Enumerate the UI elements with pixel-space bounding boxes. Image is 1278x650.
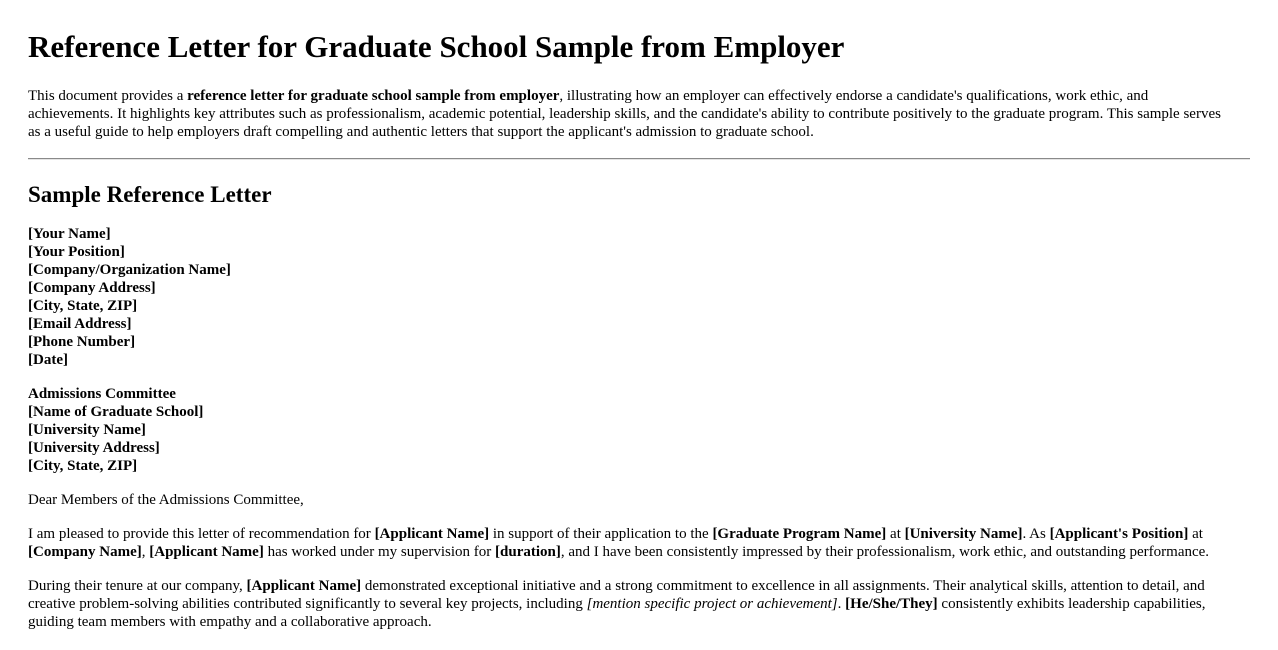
intro-paragraph (28, 87, 1234, 141)
placeholder-pronoun: [He/She/They] (845, 596, 938, 612)
placeholder-university-name: [University Name] (904, 526, 1023, 542)
sender-email: [Email Address] (28, 316, 132, 332)
intro-text-end: , illustrating how an employer can effectively endorse a candidate's qualifications, work ethic, and achievements. It highlights key attributes such as professionalism, academic potential, leadership skills, and the candidate's ability to contribute positively to the graduate program. This sample serves as a useful guide to help employers draft compelling and authentic letters that support the applicant's admission to graduate school. (28, 88, 1221, 140)
text-run: , and I have been consistently impressed by their professionalism, work ethic, and outstanding performance. (560, 544, 1210, 560)
recipient-committee: Admissions Committee (28, 386, 176, 402)
section-divider (28, 158, 1250, 160)
recipient-city-state-zip: [City, State, ZIP] (28, 458, 138, 474)
sender-name: [Your Name] (28, 226, 111, 242)
sender-phone: [Phone Number] (28, 334, 136, 350)
text-run: has worked under my supervision for (263, 544, 496, 560)
placeholder-duration: [duration] (495, 544, 561, 560)
text-run: at (886, 526, 905, 542)
text-run: in support of their application to the (489, 526, 713, 542)
intro-keyword: reference letter for graduate school sample from employer (187, 88, 560, 104)
section-heading: Sample Reference Letter (28, 182, 272, 207)
placeholder-applicant-position: [Applicant's Position] (1049, 526, 1189, 542)
sender-company: [Company/Organization Name] (28, 262, 231, 278)
recipient-university-address: [University Address] (28, 440, 160, 456)
placeholder-applicant-name: [Applicant Name] (149, 544, 264, 560)
sender-city-state-zip: [City, State, ZIP] (28, 298, 138, 314)
sender-position: [Your Position] (28, 244, 125, 260)
letter-salutation: Dear Members of the Admissions Committee, (28, 492, 304, 508)
letter-date: [Date] (28, 352, 68, 368)
placeholder-company-name: [Company Name] (28, 544, 142, 560)
intro-text-start: This document provides a (28, 88, 188, 104)
text-run: I am pleased to provide this letter of recommendation for (28, 526, 375, 542)
placeholder-program-name: [Graduate Program Name] (712, 526, 887, 542)
text-run: . As (1022, 526, 1050, 542)
letter-paragraph-2 (28, 577, 1218, 631)
document-title: Reference Letter for Graduate School Sample from Employer (28, 29, 845, 64)
text-run: During their tenure at our company, (28, 578, 247, 594)
recipient-address-block (28, 385, 1250, 475)
placeholder-applicant-name: [Applicant Name] (374, 526, 490, 542)
text-run: . (837, 596, 846, 612)
text-run: demonstrated exceptional initiative and a strong commitment to excellence in all assignments. Their analytical skills, attention to detail, and creative problem-solving abilities contributed significantly to several key projects, including (28, 578, 1205, 612)
text-run: , (141, 544, 150, 560)
recipient-university: [University Name] (28, 422, 146, 438)
letter-paragraph-1 (28, 525, 1218, 561)
recipient-school: [Name of Graduate School] (28, 404, 204, 420)
placeholder-project-achievement: [mention specific project or achievement] (586, 596, 838, 612)
placeholder-applicant-name: [Applicant Name] (246, 578, 362, 594)
sender-company-address: [Company Address] (28, 280, 156, 296)
sender-address-block (28, 225, 1250, 369)
text-run: consistently exhibits leadership capabilities, guiding team members with empathy and a collaborative approach. (28, 596, 1206, 630)
text-run: at (1188, 526, 1203, 542)
